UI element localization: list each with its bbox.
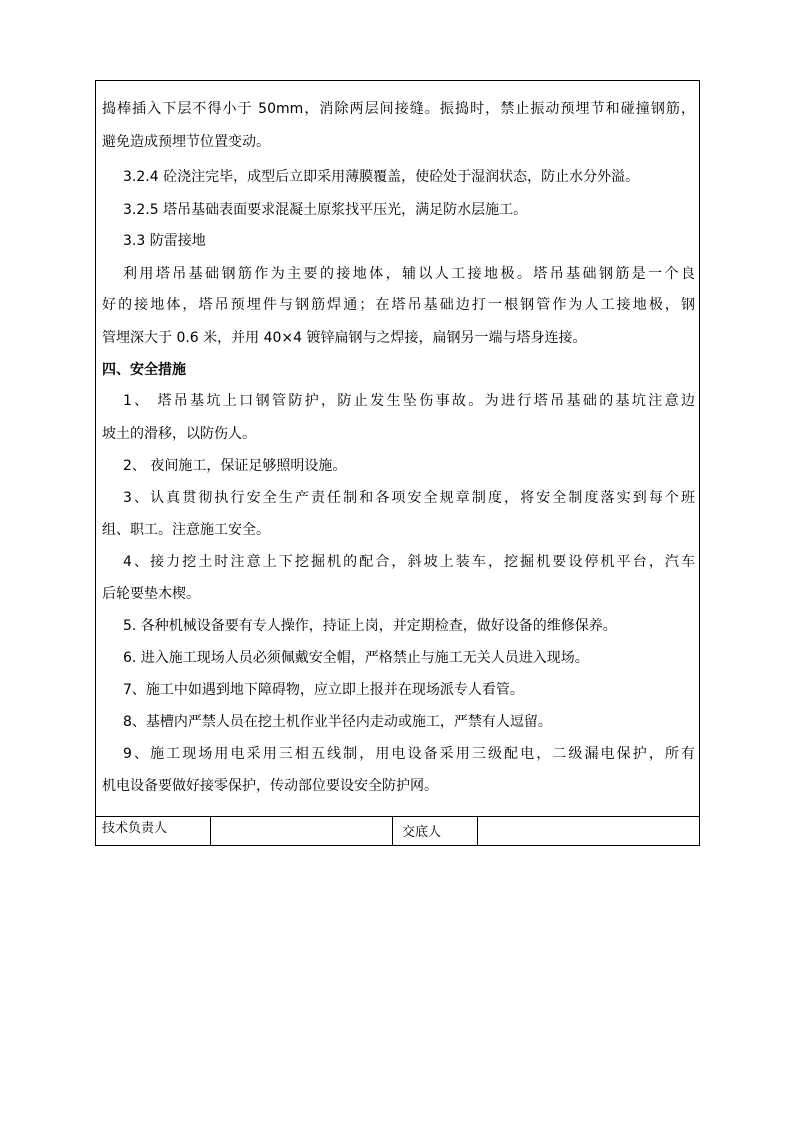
list-item: 3、认真贯彻执行安全生产责任制和各项安全规章制度，将安全制度落实到每个班 bbox=[123, 490, 695, 506]
section-heading: 四、安全措施 bbox=[102, 362, 186, 378]
text-line: 机电设备要做好接零保护，传动部位要设安全防护网。 bbox=[102, 778, 438, 794]
list-item: 7、施工中如遇到地下障碍物，应立即上报并在现场派专人看管。 bbox=[123, 682, 524, 698]
text-line: 组、职工。注意施工安全。 bbox=[102, 522, 270, 538]
tech-lead-label: 技术负责人 bbox=[102, 821, 168, 836]
text-line: 好的接地体，塔吊预埋件与钢筋焊通；在塔吊基础边打一根钢管作为人工接地极，钢 bbox=[102, 297, 695, 313]
tech-lead-field[interactable] bbox=[211, 817, 392, 846]
text-line: 3.2.4 砼浇注完毕，成型后立即采用薄膜覆盖，使砼处于湿润状态，防止水分外溢。 bbox=[123, 169, 640, 185]
text-line: 利用塔吊基础钢筋作为主要的接地体，辅以人工接地极。塔吊基础钢筋是一个良 bbox=[123, 266, 695, 282]
document-table bbox=[95, 80, 700, 846]
text-line: 避免造成预埋节位置变动。 bbox=[102, 134, 270, 150]
text-line: 管埋深大于 0.6 米，并用 40×4 镀锌扁钢与之焊接，扁钢另一端与塔身连接。 bbox=[102, 330, 587, 346]
text-line: 后轮要垫木楔。 bbox=[102, 586, 200, 602]
briefer-label: 交底人 bbox=[402, 825, 442, 840]
text-line: 3.2.5 塔吊基础表面要求混凝土原浆找平压光，满足防水层施工。 bbox=[123, 202, 528, 218]
text-line: 捣棒插入下层不得小于 50mm，消除两层间接缝。振捣时，禁止振动预埋节和碰撞钢筋， bbox=[102, 101, 695, 117]
list-item: 8、基槽内严禁人员在挖土机作业半径内走动或施工，严禁有人逗留。 bbox=[123, 714, 552, 730]
list-item: 2、 夜间施工，保证足够照明设施。 bbox=[123, 458, 347, 474]
list-item: 6. 进入施工现场人员必须佩戴安全帽，严格禁止与施工无关人员进入现场。 bbox=[123, 650, 589, 666]
section-subheading: 3.3 防雷接地 bbox=[123, 233, 206, 249]
list-item: 1、 塔吊基坑上口钢管防护，防止发生坠伤事故。为进行塔吊基础的基坑注意边 bbox=[123, 393, 695, 409]
briefer-field[interactable] bbox=[478, 817, 699, 846]
list-item: 4、接力挖土时注意上下挖掘机的配合，斜坡上装车，挖掘机要设停机平台，汽车 bbox=[123, 554, 695, 570]
list-item: 9、施工现场用电采用三相五线制，用电设备采用三级配电，二级漏电保护，所有 bbox=[123, 746, 695, 762]
content-cell bbox=[96, 81, 701, 816]
signature-row bbox=[96, 816, 699, 846]
list-item: 5. 各种机械设备要有专人操作，持证上岗，并定期检查，做好设备的维修保养。 bbox=[123, 618, 617, 634]
cell-divider bbox=[392, 817, 393, 846]
text-line: 坡土的滑移，以防伤人。 bbox=[102, 426, 256, 442]
